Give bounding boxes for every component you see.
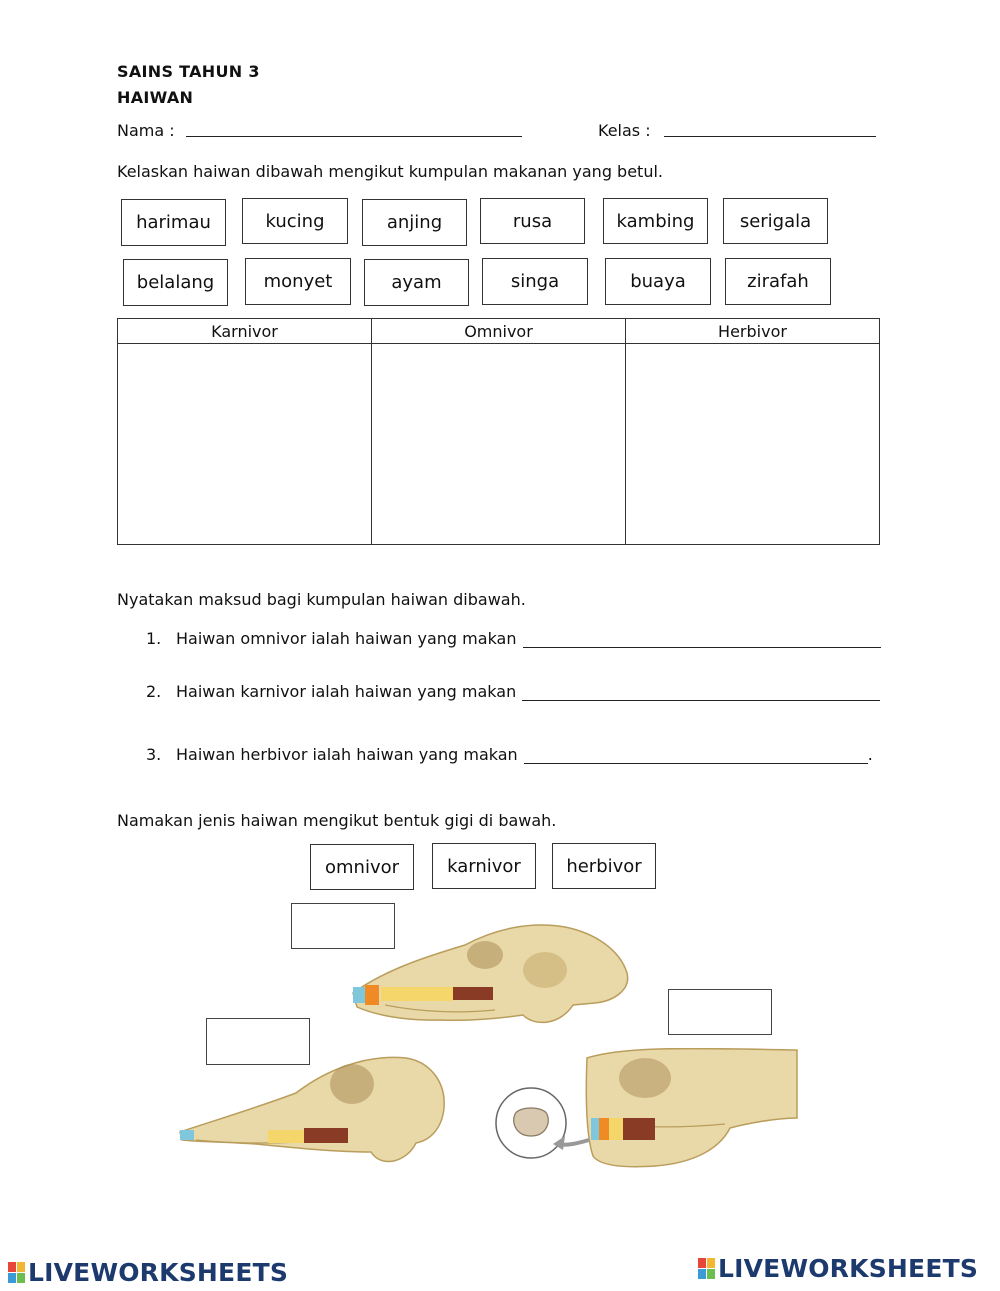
answer-line-2[interactable]	[522, 684, 880, 701]
class-input-line[interactable]	[664, 136, 876, 137]
animal-card-monyet[interactable]: monyet	[245, 258, 351, 305]
footer-brand-left	[8, 1258, 288, 1287]
liveworksheets-logo-icon	[8, 1262, 25, 1283]
animal-card-harimau[interactable]: harimau	[121, 199, 226, 246]
question-3	[146, 745, 873, 764]
class-label: Kelas :	[598, 121, 651, 140]
question-number: 1.	[146, 629, 162, 648]
question-text: Haiwan herbivor ialah haiwan yang makan	[176, 745, 518, 764]
animal-card-zirafah[interactable]: zirafah	[725, 258, 831, 305]
animal-card-kambing[interactable]: kambing	[603, 198, 708, 244]
answer-line-1[interactable]	[523, 631, 881, 648]
question-number: 3.	[146, 745, 162, 764]
herbivore-skull-illustration	[176, 1048, 451, 1183]
footer-brand-right	[698, 1254, 978, 1283]
omnivore-skull-illustration	[495, 1048, 800, 1173]
worksheet-subject: SAINS TAHUN 3	[117, 62, 260, 81]
question-2	[146, 682, 880, 701]
drop-zone-karnivor[interactable]	[118, 344, 372, 545]
animal-card-singa[interactable]: singa	[482, 258, 588, 305]
name-label: Nama :	[117, 121, 175, 140]
option-omnivor[interactable]: omnivor	[310, 844, 414, 890]
worksheet-topic: HAIWAN	[117, 88, 194, 107]
option-karnivor[interactable]: karnivor	[432, 843, 536, 889]
question-1	[146, 629, 881, 648]
carnivore-skull-illustration	[345, 915, 635, 1050]
animal-card-ayam[interactable]: ayam	[364, 259, 469, 306]
animal-card-anjing[interactable]: anjing	[362, 199, 467, 246]
brand-wordmark: LIVEWORKSHEETS	[28, 1258, 289, 1287]
column-header-omnivor: Omnivor	[372, 319, 626, 344]
brand-wordmark: LIVEWORKSHEETS	[718, 1254, 979, 1283]
question-text: Haiwan omnivor ialah haiwan yang makan	[176, 629, 517, 648]
option-herbivor[interactable]: herbivor	[552, 843, 656, 889]
animal-card-buaya[interactable]: buaya	[605, 258, 711, 305]
liveworksheets-logo-icon	[698, 1258, 715, 1279]
question-3-period: .	[867, 745, 873, 764]
teeth-instruction: Namakan jenis haiwan mengikut bentuk gigi di bawah.	[117, 811, 557, 830]
classification-table	[117, 318, 880, 545]
animal-card-belalang[interactable]: belalang	[123, 259, 228, 306]
animal-card-serigala[interactable]: serigala	[723, 198, 828, 244]
drop-zone-herbivor[interactable]	[626, 344, 880, 545]
animal-card-kucing[interactable]: kucing	[242, 198, 348, 244]
column-header-karnivor: Karnivor	[118, 319, 372, 344]
answer-box-omnivore-skull[interactable]	[668, 989, 772, 1035]
name-input-line[interactable]	[186, 136, 522, 137]
column-header-herbivor: Herbivor	[626, 319, 880, 344]
classify-instruction: Kelaskan haiwan dibawah mengikut kumpulan makanan yang betul.	[117, 162, 663, 181]
drop-zone-omnivor[interactable]	[372, 344, 626, 545]
question-text: Haiwan karnivor ialah haiwan yang makan	[176, 682, 517, 701]
define-instruction: Nyatakan maksud bagi kumpulan haiwan dibawah.	[117, 590, 526, 609]
answer-line-3[interactable]	[524, 747, 868, 764]
question-number: 2.	[146, 682, 162, 701]
animal-card-rusa[interactable]: rusa	[480, 198, 585, 244]
